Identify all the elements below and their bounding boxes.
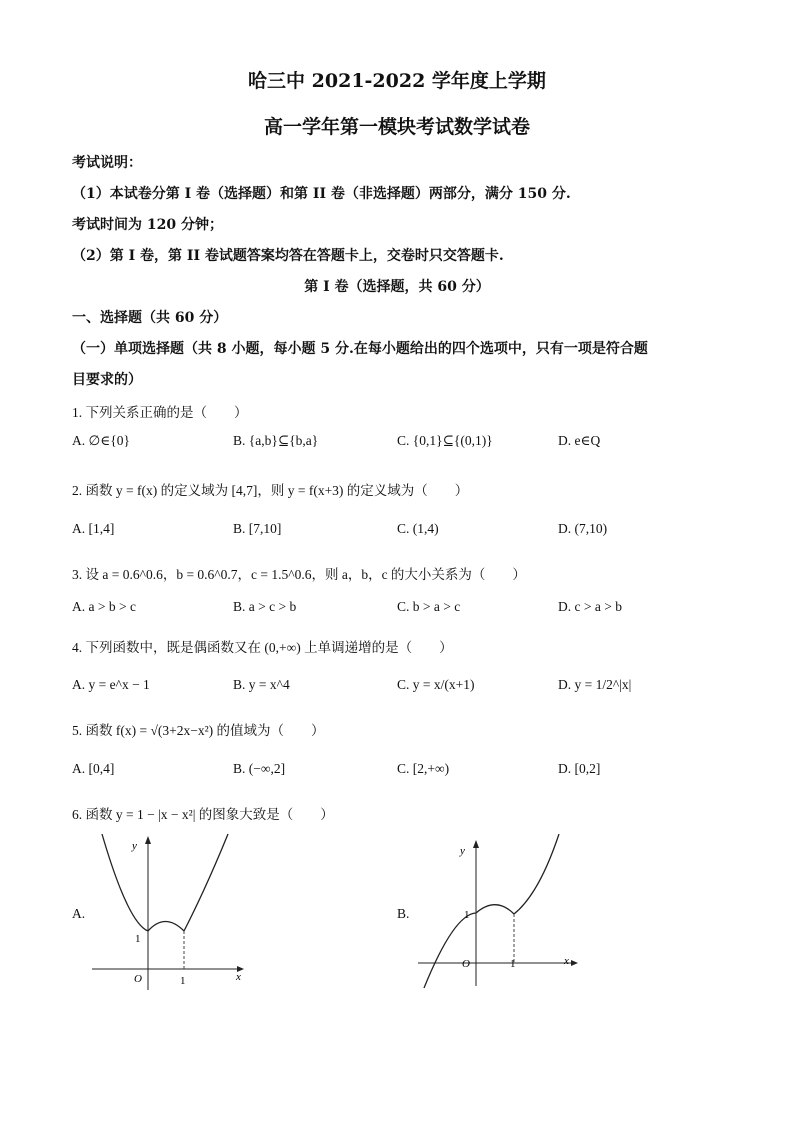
y-axis-arrow [145,836,151,844]
question-2-stem: 2. 函数 y = f(x) 的定义域为 [4,7]，则 y = f(x+3) 的定义域为（ ） [72,483,469,498]
x-axis-arrow [571,960,578,966]
origin-label: O [462,958,470,970]
question-6-stem: 6. 函数 y = 1 − |x − x²| 的图象大致是（ ） [72,807,334,822]
question-1-option-a: A. ∅∈{0} [72,433,130,448]
section-title: 第 I 卷（选择题，共 60 分） [304,279,490,295]
exam-title-line2: 高一学年第一模块考试数学试卷 [263,116,530,138]
question-4-option-d: D. y = 1/2^|x| [558,677,632,692]
question-3-option-c: C. b > a > c [397,599,461,614]
question-6-option-b: B. [397,906,410,921]
y-axis-label: y [460,845,465,857]
curve [424,834,559,988]
question-2-option-a: A. [1,4] [72,521,115,536]
question-4-option-b: B. y = x^4 [233,677,290,692]
question-1-option-c: C. {0,1}⊆{(0,1)} [397,433,493,448]
question-4-option-c: C. y = x/(x+1) [397,677,475,692]
question-5-option-c: C. [2,+∞) [397,761,450,776]
graph-option-a [88,828,248,990]
question-5-option-a: A. [0,4] [72,761,115,776]
x-one-label: 1 [180,975,186,987]
y-one-label: 1 [464,909,470,921]
question-2-option-c: C. (1,4) [397,521,439,536]
question-1-option-d: D. e∈Q [558,433,601,448]
question-3-stem: 3. 设 a = 0.6^0.6，b = 0.6^0.7，c = 1.5^0.6，则 a，b，c 的大小关系为（ ） [72,567,526,582]
exam-title-line1: 哈三中 2021-2022 学年度上学期 [248,70,546,92]
question-3-option-d: D. c > a > b [558,599,622,614]
instructions-line2: 考试时间为 120 分钟； [72,217,223,233]
question-2-option-d: D. (7,10) [558,521,608,536]
y-one-label: 1 [135,933,141,945]
instructions-line1: （1）本试卷分第 I 卷（选择题）和第 II 卷（非选择题）两部分，满分 150 分. [72,186,571,202]
curve [102,834,228,931]
question-4-stem: 4. 下列函数中，既是偶函数又在 (0,+∞) 上单调递增的是（ ） [72,640,453,655]
origin-label: O [134,973,142,985]
y-axis-arrow [473,840,479,848]
subpart-title-line1: （一）单项选择题（共 8 小题，每小题 5 分.在每小题给出的四个选项中，只有一项是符合题 [72,341,648,357]
question-3-option-b: B. a > c > b [233,599,297,614]
question-1-stem: 1. 下列关系正确的是（ ） [72,405,248,420]
instructions-heading: 考试说明： [72,155,142,171]
question-2-option-b: B. [7,10] [233,521,282,536]
part-title: 一、选择题（共 60 分） [72,310,228,326]
question-3-option-a: A. a > b > c [72,599,136,614]
question-5-stem: 5. 函数 f(x) = √(3+2x−x²) 的值域为（ ） [72,723,325,738]
graph-option-b [414,834,584,990]
subpart-title-line2: 目要求的） [72,372,142,388]
question-1-option-b: B. {a,b}⊆{b,a} [233,433,319,448]
x-axis-label: x [564,955,569,967]
question-5-option-b: B. (−∞,2] [233,761,286,776]
y-axis-label: y [132,840,137,852]
question-4-option-a: A. y = e^x − 1 [72,677,150,692]
instructions-line3: （2）第 I 卷，第 II 卷试题答案均答在答题卡上，交卷时只交答题卡. [72,248,504,264]
x-one-label: 1 [510,958,516,970]
question-5-option-d: D. [0,2] [558,761,601,776]
x-axis-label: x [236,971,241,983]
question-6-option-a: A. [72,906,86,921]
